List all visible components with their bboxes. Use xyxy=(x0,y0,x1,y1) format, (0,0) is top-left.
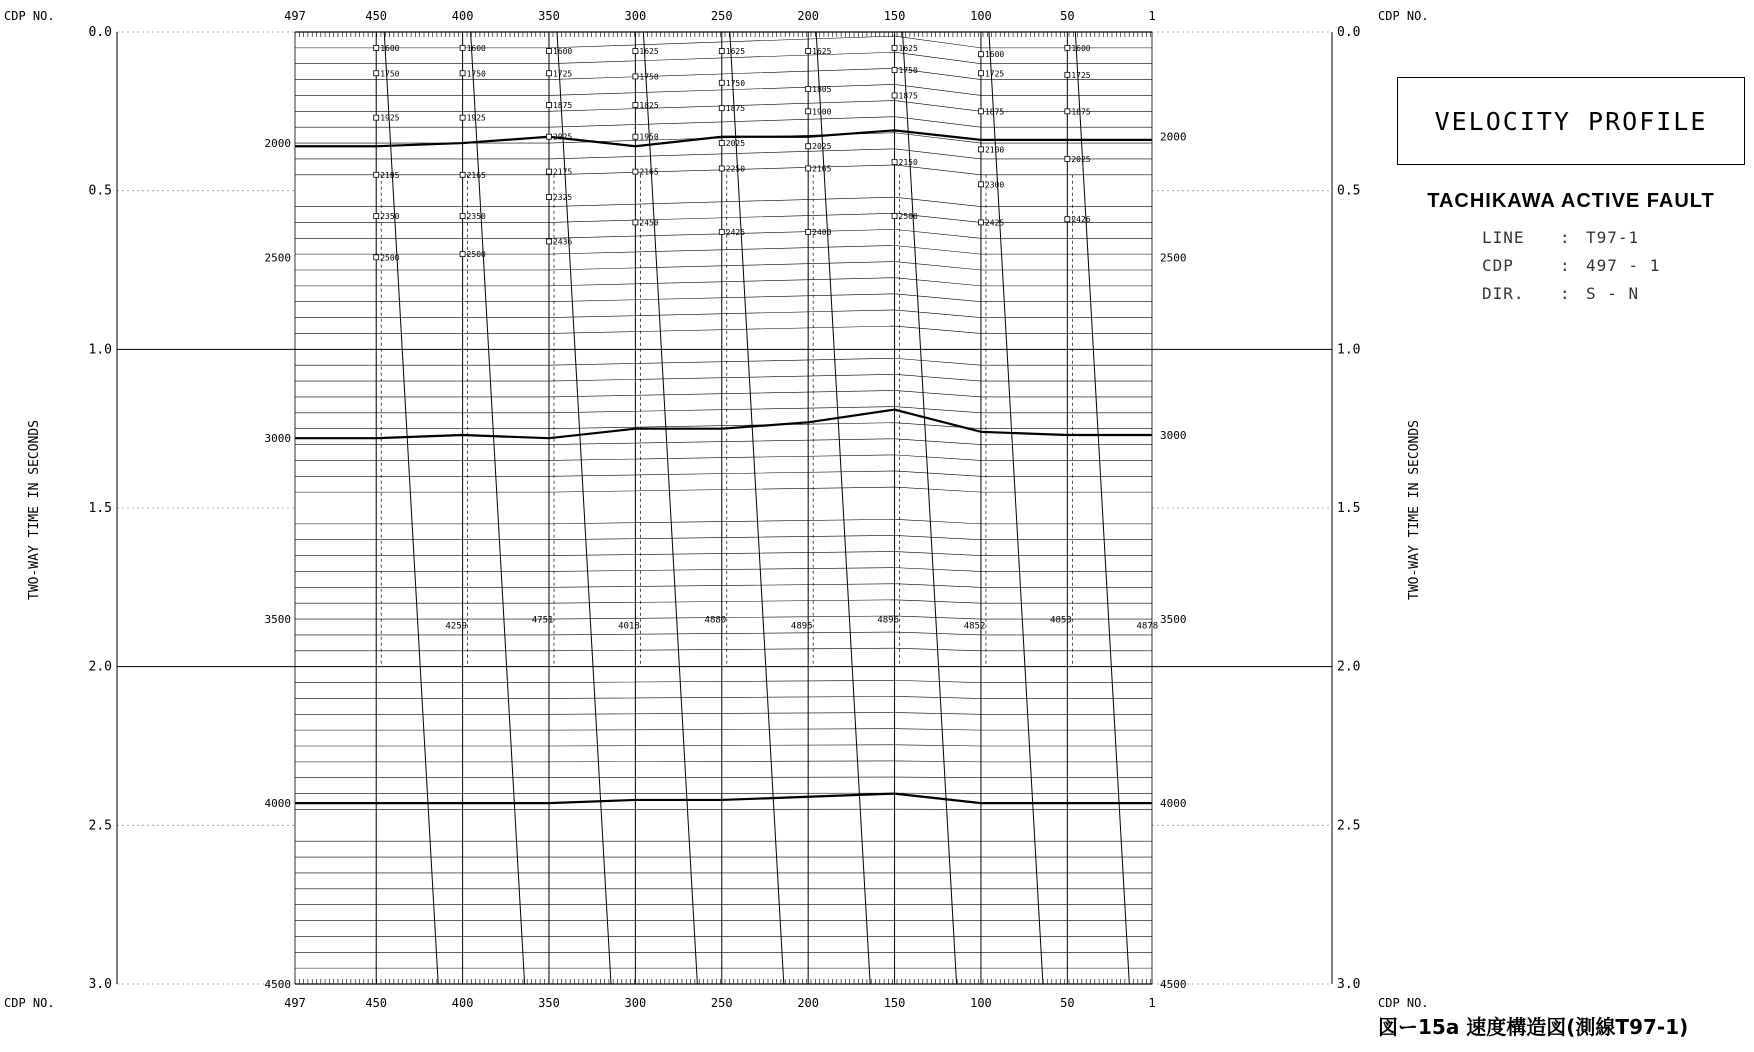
pick-marker xyxy=(546,102,551,107)
pick-marker xyxy=(374,255,379,260)
pick-marker xyxy=(374,172,379,177)
time-grid-line xyxy=(295,407,1152,413)
pick-marker xyxy=(633,220,638,225)
pick-velocity-label: 1750 xyxy=(898,66,918,76)
info-row-cdp xyxy=(1482,256,1660,275)
cdp-tick-label-bottom: 150 xyxy=(883,996,906,1010)
velocity-label-right: 2500 xyxy=(1160,251,1187,265)
pick-marker xyxy=(460,115,465,120)
pick-marker xyxy=(374,45,379,50)
pick-marker xyxy=(719,106,724,111)
info-key: DIR. xyxy=(1482,284,1525,303)
pick-marker xyxy=(806,144,811,149)
pick-velocity-label: 2175 xyxy=(552,167,573,177)
cdp-tick-label-bottom: 200 xyxy=(797,996,820,1010)
cdp-tick-label-bottom: 497 xyxy=(284,996,306,1010)
velocity-label-right: 4000 xyxy=(1160,797,1187,811)
interval-velocity-label: 4018 xyxy=(618,621,640,632)
cdp-tick-label-top: 300 xyxy=(624,9,647,23)
time-tick-label-right: 2.0 xyxy=(1337,659,1361,675)
pick-marker xyxy=(546,195,551,200)
cdp-tick-label-top: 1 xyxy=(1148,9,1156,23)
time-grid-line xyxy=(295,487,1152,492)
time-grid-line xyxy=(295,84,1152,95)
pick-velocity-label: 2100 xyxy=(984,145,1005,155)
pick-marker xyxy=(1065,45,1070,50)
cdp-tick-label-top: 250 xyxy=(710,9,733,23)
pick-marker xyxy=(460,71,465,76)
cdp-tick-label-bottom: 300 xyxy=(624,996,647,1010)
time-grid-line xyxy=(295,584,1152,588)
pick-velocity-label: 2500 xyxy=(466,250,486,260)
pick-velocity-label: 1600 xyxy=(984,50,1005,60)
pick-marker xyxy=(806,109,811,114)
info-value: 497 - 1 xyxy=(1586,256,1661,275)
time-tick-label-left: 0.0 xyxy=(88,25,112,40)
time-grid-line xyxy=(295,326,1152,333)
pick-marker xyxy=(633,134,638,139)
pick-velocity-label: 2350 xyxy=(466,212,486,222)
pick-velocity-label: 2025 xyxy=(725,139,746,149)
time-grid-line xyxy=(295,455,1152,461)
pick-marker xyxy=(978,109,983,114)
pick-velocity-label: 1750 xyxy=(466,69,486,79)
y-axis-label-right: TWO-WAY TIME IN SECONDS xyxy=(1407,419,1422,601)
pick-velocity-label: 1750 xyxy=(380,69,400,79)
info-colon: : xyxy=(1560,256,1571,275)
pick-marker xyxy=(546,71,551,76)
cdp-tick-label-top: 497 xyxy=(284,9,306,23)
pick-velocity-label: 1625 xyxy=(725,47,746,57)
pick-velocity-label: 1825 xyxy=(639,100,659,110)
time-grid-line xyxy=(295,36,1152,48)
pick-marker xyxy=(892,45,897,50)
pick-marker xyxy=(892,160,897,165)
pick-velocity-label: 2425 xyxy=(725,227,746,237)
time-tick-label-left: 3.0 xyxy=(88,977,112,992)
pick-velocity-label: 2436 xyxy=(552,237,573,247)
pick-velocity-label: 1725 xyxy=(552,69,573,79)
velocity-label-right: 4500 xyxy=(1160,978,1187,991)
cdp-tick-label-top: 100 xyxy=(970,9,992,23)
pick-velocity-label: 2325 xyxy=(552,193,573,203)
pick-velocity-label: 1600 xyxy=(380,43,400,53)
cdp-tick-label-bottom: 400 xyxy=(451,996,474,1010)
time-grid-line xyxy=(295,262,1152,270)
info-key: LINE xyxy=(1482,228,1525,247)
pick-marker xyxy=(1065,156,1070,161)
pick-marker xyxy=(546,49,551,54)
pick-marker xyxy=(719,229,724,234)
pick-velocity-label: 2150 xyxy=(898,158,918,168)
pick-marker xyxy=(978,71,983,76)
pick-velocity-label: 1900 xyxy=(812,107,832,117)
pick-marker xyxy=(719,80,724,85)
pick-marker xyxy=(806,49,811,54)
pick-velocity-label: 2350 xyxy=(380,212,400,222)
time-grid-line xyxy=(295,117,1152,128)
time-tick-label-right: 1.5 xyxy=(1337,501,1361,516)
interval-velocity-label: 4259 xyxy=(445,621,468,632)
pick-velocity-label: 1875 xyxy=(725,104,746,114)
time-grid-line xyxy=(295,713,1152,715)
pick-marker xyxy=(978,182,983,187)
cdp-tick-label-top: 50 xyxy=(1060,9,1075,23)
time-grid-line xyxy=(295,471,1152,476)
pick-velocity-label: 2500 xyxy=(898,212,918,222)
time-grid-line xyxy=(295,680,1152,682)
time-grid-line xyxy=(295,519,1152,524)
pick-velocity-label: 1925 xyxy=(380,113,400,123)
interval-velocity-label: 4852 xyxy=(963,621,986,632)
time-tick-label-right: 1.0 xyxy=(1337,342,1361,358)
pick-velocity-label: 1805 xyxy=(812,85,832,95)
grid-lines xyxy=(117,32,1332,984)
pick-velocity-label: 2165 xyxy=(639,167,659,177)
time-grid-line xyxy=(295,358,1152,365)
time-grid-line xyxy=(295,568,1152,572)
cdp-tick-label-bottom: 1 xyxy=(1148,996,1156,1010)
velocity-label-left: 2500 xyxy=(264,251,291,265)
velocity-contour xyxy=(295,410,1152,439)
pick-marker xyxy=(719,141,724,146)
time-tick-label-left: 2.0 xyxy=(88,659,112,675)
cdp-tick-label-top: 150 xyxy=(883,9,906,23)
cdp-tick-label-bottom: 450 xyxy=(365,996,388,1010)
pick-marker xyxy=(546,134,551,139)
cdp-tick-label-top: 200 xyxy=(797,9,820,23)
pick-velocity-label: 2185 xyxy=(380,170,400,180)
interval-velocity-label: 4878 xyxy=(1136,621,1159,632)
corner-label-bottom-left: CDP NO. xyxy=(4,996,55,1010)
interval-velocity-label: 4895 xyxy=(790,621,813,632)
time-grid-line xyxy=(295,245,1152,254)
pick-marker xyxy=(633,74,638,79)
pick-velocity-label: 1875 xyxy=(984,107,1005,117)
pick-marker xyxy=(546,239,551,244)
title-box xyxy=(1397,77,1745,165)
pick-marker xyxy=(633,102,638,107)
cdp-tick-label-top: 350 xyxy=(538,9,560,23)
cdp-tick-label-bottom: 250 xyxy=(710,996,733,1010)
interval-velocity-label: 4880 xyxy=(704,615,727,626)
time-grid-line xyxy=(295,294,1152,302)
pick-velocity-label: 1600 xyxy=(466,43,486,53)
pick-velocity-label: 2425 xyxy=(984,218,1005,228)
interval-velocity-label: 4853 xyxy=(1050,615,1072,626)
cdp-tick-label-top: 450 xyxy=(365,9,388,23)
pick-velocity-label: 1750 xyxy=(639,72,659,82)
time-grid-line xyxy=(295,552,1152,556)
pick-marker xyxy=(460,214,465,219)
time-grid-line xyxy=(295,149,1152,159)
pick-velocity-label: 1875 xyxy=(552,100,573,110)
time-grid-line xyxy=(295,52,1152,64)
pick-velocity-label: 1725 xyxy=(1071,70,1091,80)
time-grid-line xyxy=(295,310,1152,318)
time-grid-line xyxy=(295,600,1152,603)
pick-marker xyxy=(978,52,983,57)
pick-marker xyxy=(374,115,379,120)
time-grid-line xyxy=(295,696,1152,698)
info-value: S - N xyxy=(1586,284,1640,303)
info-colon: : xyxy=(1560,228,1571,247)
time-tick-label-right: 3.0 xyxy=(1337,977,1361,992)
pick-velocity-label: 1625 xyxy=(639,47,659,57)
pick-marker xyxy=(892,68,897,73)
pick-marker xyxy=(633,49,638,54)
time-tick-label-right: 0.5 xyxy=(1337,183,1361,199)
pick-velocity-label: 1600 xyxy=(552,47,573,57)
pick-marker xyxy=(374,214,379,219)
pick-marker xyxy=(978,220,983,225)
info-key: CDP xyxy=(1482,256,1514,275)
tick-labels xyxy=(89,9,1361,1010)
time-grid-line xyxy=(295,535,1152,539)
pick-marker xyxy=(719,49,724,54)
pick-velocity-label: 1875 xyxy=(898,91,918,101)
corner-label-bottom-right: CDP NO. xyxy=(1378,996,1429,1010)
pick-velocity-label: 2025 xyxy=(552,132,573,142)
velocity-label-left: 4000 xyxy=(264,797,291,811)
time-tick-label-left: 0.5 xyxy=(88,183,112,199)
pick-marker xyxy=(1065,217,1070,222)
pick-marker xyxy=(460,252,465,257)
pick-velocity-label: 1750 xyxy=(725,78,746,88)
pick-velocity-label: 1950 xyxy=(639,132,659,142)
pick-velocity-label: 2165 xyxy=(466,170,486,180)
info-row-dir xyxy=(1482,284,1639,303)
time-grid-line xyxy=(295,374,1152,381)
pick-marker xyxy=(1065,109,1070,114)
time-tick-label-left: 1.5 xyxy=(88,501,112,516)
pick-velocity-label: 2250 xyxy=(725,164,746,174)
pick-velocity-label: 1625 xyxy=(812,47,832,57)
pick-marker xyxy=(374,71,379,76)
time-tick-label-right: 0.0 xyxy=(1337,25,1361,40)
interval-velocity-label: 4896 xyxy=(877,615,900,626)
info-value: T97-1 xyxy=(1586,228,1640,247)
pick-marker xyxy=(806,87,811,92)
figure-caption: 図ー15a 速度構造図(測線T97-1) xyxy=(1378,1015,1689,1039)
pick-velocity-label: 2025 xyxy=(812,142,832,152)
pick-velocity-label: 1925 xyxy=(466,113,486,123)
velocity-label-left: 3500 xyxy=(264,613,291,627)
pick-velocity-label: 2025 xyxy=(1071,154,1091,164)
pick-velocity-label: 1875 xyxy=(1071,107,1091,117)
time-grid-line xyxy=(295,197,1152,206)
chart-title: VELOCITY PROFILE xyxy=(1434,106,1708,136)
pick-marker xyxy=(1065,72,1070,77)
cdp-tick-label-bottom: 350 xyxy=(538,996,560,1010)
corner-label-top-right: CDP NO. xyxy=(1378,9,1429,23)
pick-velocity-label: 2300 xyxy=(984,180,1005,190)
time-tick-label-right: 2.5 xyxy=(1337,818,1361,834)
pick-marker xyxy=(460,45,465,50)
time-grid-line xyxy=(295,278,1152,286)
cdp-tick-label-bottom: 100 xyxy=(970,996,992,1010)
corner-label-top-left: CDP NO. xyxy=(4,9,55,23)
pick-velocity-label: 1725 xyxy=(984,69,1005,79)
y-axis-label-left: TWO-WAY TIME IN SECONDS xyxy=(27,419,42,601)
cdp-tick-label-top: 400 xyxy=(451,9,474,23)
pick-marker xyxy=(460,172,465,177)
time-grid-line xyxy=(295,777,1152,778)
pick-velocity-label: 1600 xyxy=(1071,43,1091,53)
chart-subtitle: TACHIKAWA ACTIVE FAULT xyxy=(1427,190,1715,212)
velocity-label-right: 3000 xyxy=(1160,429,1187,443)
velocity-contour xyxy=(295,794,1152,804)
pick-marker xyxy=(546,169,551,174)
cdp-tick-label-bottom: 50 xyxy=(1060,996,1075,1010)
info-colon: : xyxy=(1560,284,1571,303)
pick-marker xyxy=(892,93,897,98)
time-grid-line xyxy=(295,390,1152,396)
pick-velocity-label: 2426 xyxy=(1071,215,1091,225)
velocity-label-left: 2000 xyxy=(264,137,291,151)
pick-marker xyxy=(978,147,983,152)
velocity-label-right: 3500 xyxy=(1160,613,1187,627)
info-row-line xyxy=(1482,228,1639,247)
time-tick-label-left: 2.5 xyxy=(88,818,112,834)
pick-marker xyxy=(806,229,811,234)
pick-velocity-label: 2500 xyxy=(380,253,400,263)
velocity-label-right: 2000 xyxy=(1160,130,1187,144)
pick-marker xyxy=(633,169,638,174)
pick-marker xyxy=(806,166,811,171)
time-tick-label-left: 1.0 xyxy=(88,342,112,358)
pick-marker xyxy=(892,214,897,219)
time-grid-line xyxy=(295,761,1152,762)
pick-velocity-label: 1625 xyxy=(898,43,918,53)
interval-velocity-label: 4751 xyxy=(531,615,554,626)
time-grid-line xyxy=(295,439,1152,445)
pick-velocity-label: 2450 xyxy=(639,218,659,228)
velocity-label-left: 4500 xyxy=(264,978,291,991)
pick-velocity-label: 2400 xyxy=(812,227,832,237)
time-grid-line xyxy=(295,745,1152,746)
velocity-label-left: 3000 xyxy=(264,432,291,446)
time-grid-line xyxy=(295,68,1152,82)
pick-velocity-label: 2165 xyxy=(812,164,832,174)
pick-marker xyxy=(719,166,724,171)
